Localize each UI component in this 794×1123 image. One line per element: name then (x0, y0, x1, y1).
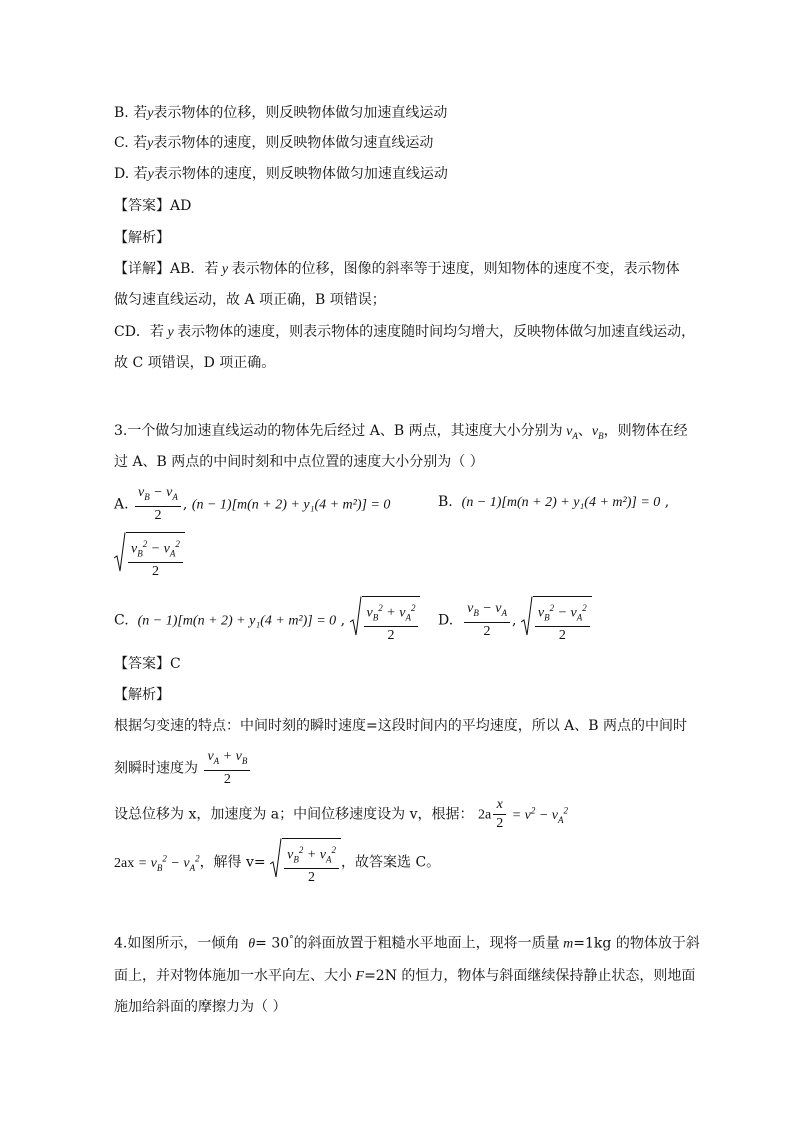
q3-option-b: B. (n − 1)[m(n + 2) + y₁(4 + m²)] = 0 , (438, 494, 670, 510)
q3-option-c: C. (n − 1)[m(n + 2) + y₁(4 + m²)] = 0 , $\frac{v_B^2 + v_A^2}{2}$ (114, 596, 420, 645)
radical-sign-icon (521, 596, 533, 636)
q4-stem-line-1: 4.如图所示，一倾角 θ= 30°的斜面放置于粗糙水平地面上，现将一质量 m=1kg 的物体放于斜 (114, 935, 700, 952)
q3-explanation-line-1: 根据匀变速的特点：中间时刻的瞬时速度=这段时间内的平均速度，所以 A、B 两点的中间时 (114, 718, 688, 734)
q2-analysis-label: 【解析】 (114, 230, 170, 246)
q3-explanation-line-4: $2ax = v_B^2 - v_A^2$，解得 v= $\frac{v_B^2 + v_A^2}{2}$ ，故答案选 C。 (114, 838, 440, 887)
q3-analysis-label: 【解析】 (114, 687, 170, 703)
q3-equation-a: (n − 1)[m(n + 2) + y₁(4 + m²)] = 0 (191, 497, 391, 513)
q3-stem-line-1: 3.一个做匀加速直线运动的物体先后经过 A、B 两点，其速度大小分别为 $v_A$、$v_B$，则物体在经 (114, 423, 688, 441)
q3-explanation-line-3: 设总位移为 x，加速度为 a；中间位移速度设为 v，根据： 2a $\frac{x}{2}$ = $v^2 - v_A^2$ (114, 797, 569, 831)
radical-sign-icon (114, 532, 126, 572)
va-plus-vb-over-2: $\frac{v_A + v_B}{2}$ (204, 748, 250, 789)
q2-option-b: B. 若y表示物体的位移，则反映物体做匀加速直线运动 (114, 105, 448, 121)
q4-stem-line-3: 施加给斜面的摩擦力为（ ） (114, 999, 287, 1015)
q3-equation-c: (n − 1)[m(n + 2) + y₁(4 + m²)] = 0 (137, 613, 337, 629)
q2-detail-line-3: CD．若 y 表示物体的速度，则表示物体的速度随时间均匀增大，反映物体做匀加速直线运动， (114, 324, 696, 340)
q2-detail-line-4: 故 C 项错误，D 项正确。 (114, 355, 276, 371)
q2-detail-line-2: 做匀速直线运动，故 A 项正确，B 项错误； (114, 292, 386, 308)
q3-option-d: D. $\frac{v_B - v_A}{2}$ , $\frac{v_B^2 - v_A^2}{2}$ (438, 596, 592, 645)
q3-explanation-line-2: 刻瞬时速度为 $\frac{v_A + v_B}{2}$ (114, 748, 252, 789)
q4-stem-line-2: 面上，并对物体施加一水平向左、大小 F=2N 的恒力，物体与斜面继续保持静止状态，则地面 (114, 968, 696, 984)
q2-answer: 【答案】AD (114, 198, 192, 214)
radical-sign-icon (270, 838, 282, 878)
vb-minus-va-over-2: $\frac{v_B - v_A}{2}$ (135, 484, 181, 525)
q3-equation-b: (n − 1)[m(n + 2) + y₁(4 + m²)] = 0 (461, 495, 661, 510)
radical-sign-icon (350, 596, 362, 636)
q3-option-a: A. $\frac{v_B - v_A}{2}$ , (n − 1)[m(n + 2) + y₁(4 + m²)] = 0 (114, 485, 391, 523)
q2-option-d: D. 若y表示物体的速度，则反映物体做匀加速直线运动 (114, 166, 448, 182)
q3-answer: 【答案】C (114, 656, 181, 672)
sqrt-sum-over-2: $\frac{v_B^2 + v_A^2}{2}$ (350, 596, 421, 645)
q2-option-c: C. 若y表示物体的速度，则反映物体做匀速直线运动 (114, 135, 434, 151)
q3-option-b-root (114, 532, 185, 581)
q2-detail-line-1: 【详解】AB．若 y 表示物体的位移，图像的斜率等于速度，则知物体的速度不变，表示物体 (114, 261, 680, 277)
sqrt-diff-over-2: $\frac{v_B^2 - v_A^2}{2}$ (114, 532, 185, 581)
q3-stem-line-2: 过 A、B 两点的中间时刻和中点位置的速度大小分别为（ ） (114, 454, 484, 470)
